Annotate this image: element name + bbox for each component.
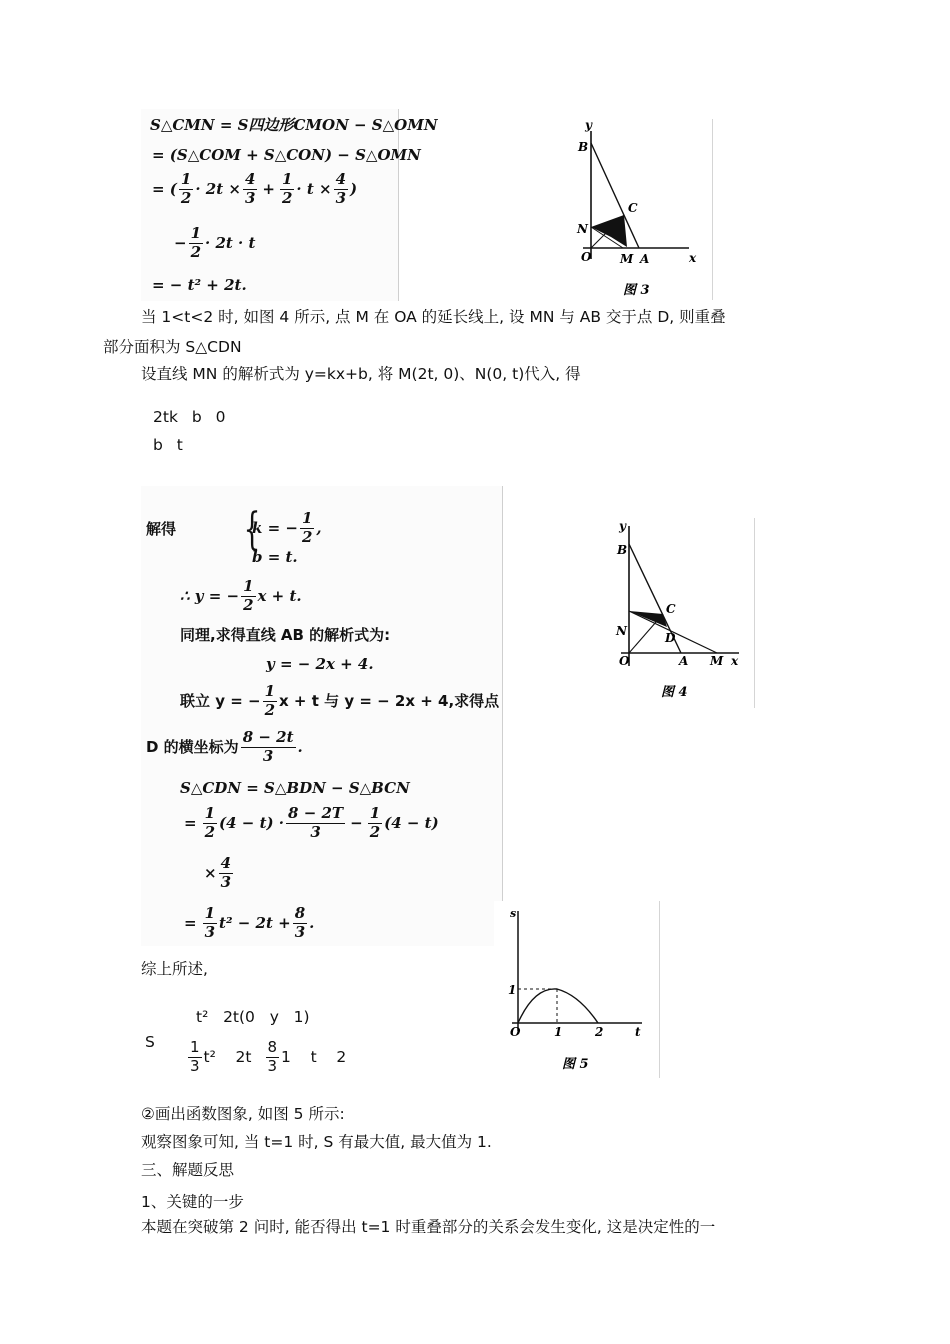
footer-line3: 三、解题反思 [141, 1161, 235, 1179]
fig4-label-a: A [679, 654, 689, 668]
summary-heading: 综上所述, [141, 960, 208, 978]
summary-s: S [145, 1033, 155, 1051]
summary-row1: t² 2t(0 y 1) [196, 1008, 310, 1026]
scan2-b-line: b = t. [252, 548, 298, 566]
para1-line1: 当 1<t<2 时, 如图 4 所示, 点 M 在 OA 的延长线上, 设 MN 与 AB 交于点 D, 则重叠 [141, 308, 726, 326]
scan2-brace: { [243, 504, 261, 555]
fig3-label-a: A [640, 252, 650, 266]
fig4-label-b: B [617, 543, 628, 557]
fig3-label-n: N [577, 222, 588, 236]
fig5-label-one-y: 1 [508, 983, 517, 997]
scan1-line2: = (S△COM + S△CON) − S△OMN [152, 146, 421, 164]
fig5-label-two-x: 2 [595, 1025, 604, 1039]
scan1-line4: − $\frac{1}{2}$ · 2t · t [174, 224, 256, 261]
fig4-caption: 图 4 [661, 685, 688, 700]
scan2-s3-line: × $\frac{4}{3}$ [204, 854, 232, 891]
fig5-label-s: s [510, 907, 517, 920]
fig4-label-y: y [619, 519, 626, 533]
fig3-label-x: x [689, 251, 697, 265]
scan1-line3: = ( $\frac{1}{2}$ · 2t × $\frac{4}{3}$ + $\frac{1}{2}$ · t × $\frac{4}{3}$ ) [152, 170, 358, 207]
fig3-label-o: O [581, 250, 592, 264]
scan2-s4-line: = $\frac{1}{3}$ t² − 2t + $\frac{8}{3}$ . [184, 904, 315, 941]
scan1-line5: = − t² + 2t. [152, 276, 247, 294]
scan2-d-coord: D 的横坐标为 $\frac{8 - 2t}{3}$ . [146, 728, 303, 765]
para1-line3: 设直线 MN 的解析式为 y=kx+b, 将 M(2t, 0)、N(0, t)代入, 得 [141, 365, 581, 383]
scan2-y-line: ∴ y = − $\frac{1}{2}$ x + t. [180, 577, 302, 614]
fig4-label-m: M [710, 654, 724, 668]
scan2-s2-line: = $\frac{1}{2}$ (4 − t) · $\frac{8 - 2T}{3}$ − $\frac{1}{2}$ (4 − t) [184, 804, 439, 841]
fig4-label-c: C [666, 602, 676, 616]
footer-line1: ②画出函数图象, 如图 5 所示: [141, 1105, 345, 1123]
scan2-ab-eq: y = − 2x + 4. [266, 655, 374, 673]
fig4-label-d: D [665, 631, 676, 645]
para1-eq1: 2tk b 0 [153, 408, 226, 426]
scan2-lianli: 联立 y = − $\frac{1}{2}$ x + t 与 y = − 2x + 4,求得点 [180, 682, 500, 719]
fig5-caption: 图 5 [562, 1057, 589, 1072]
para1-line2: 部分面积为 S△CDN [103, 338, 242, 356]
scan2-jiede: 解得 [146, 520, 177, 538]
fig3-caption: 图 3 [623, 283, 650, 298]
fig4-label-x: x [731, 654, 739, 668]
fig5-curve [518, 989, 598, 1023]
fig3-label-m: M [620, 252, 634, 266]
fig5-label-o: O [510, 1025, 521, 1039]
figure-3 [561, 119, 713, 300]
fig3-label-c: C [628, 201, 638, 215]
fig3-label-b: B [578, 140, 589, 154]
figure-5 [494, 901, 660, 1078]
scan2-tongli: 同理,求得直线 AB 的解析式为: [180, 626, 391, 644]
fig5-label-one-x: 1 [554, 1025, 563, 1039]
fig4-label-n: N [616, 624, 627, 638]
para1-eq2: b t [153, 436, 183, 454]
scan2-s-line: S△CDN = S△BDN − S△BCN [180, 779, 410, 797]
footer-line4: 1、关键的一步 [141, 1193, 244, 1211]
fig3-label-y: y [585, 119, 592, 132]
figure-4 [599, 518, 755, 708]
fig5-label-t: t [635, 1025, 641, 1039]
summary-row2: $\frac{1}{3}$ t² 2t $\frac{8}{3}$ 1 t 2 [190, 1038, 347, 1075]
footer-line2: 观察图象可知, 当 t=1 时, S 有最大值, 最大值为 1. [141, 1133, 492, 1151]
scan2-k-line: k = − $\frac{1}{2}$ , [252, 509, 322, 546]
scan1-line1: S△CMN = S四边形CMON − S△OMN [150, 116, 438, 134]
fig4-label-o: O [619, 654, 630, 668]
footer-line5: 本题在突破第 2 问时, 能否得出 t=1 时重叠部分的关系会发生变化, 这是决定性的一 [141, 1218, 716, 1236]
